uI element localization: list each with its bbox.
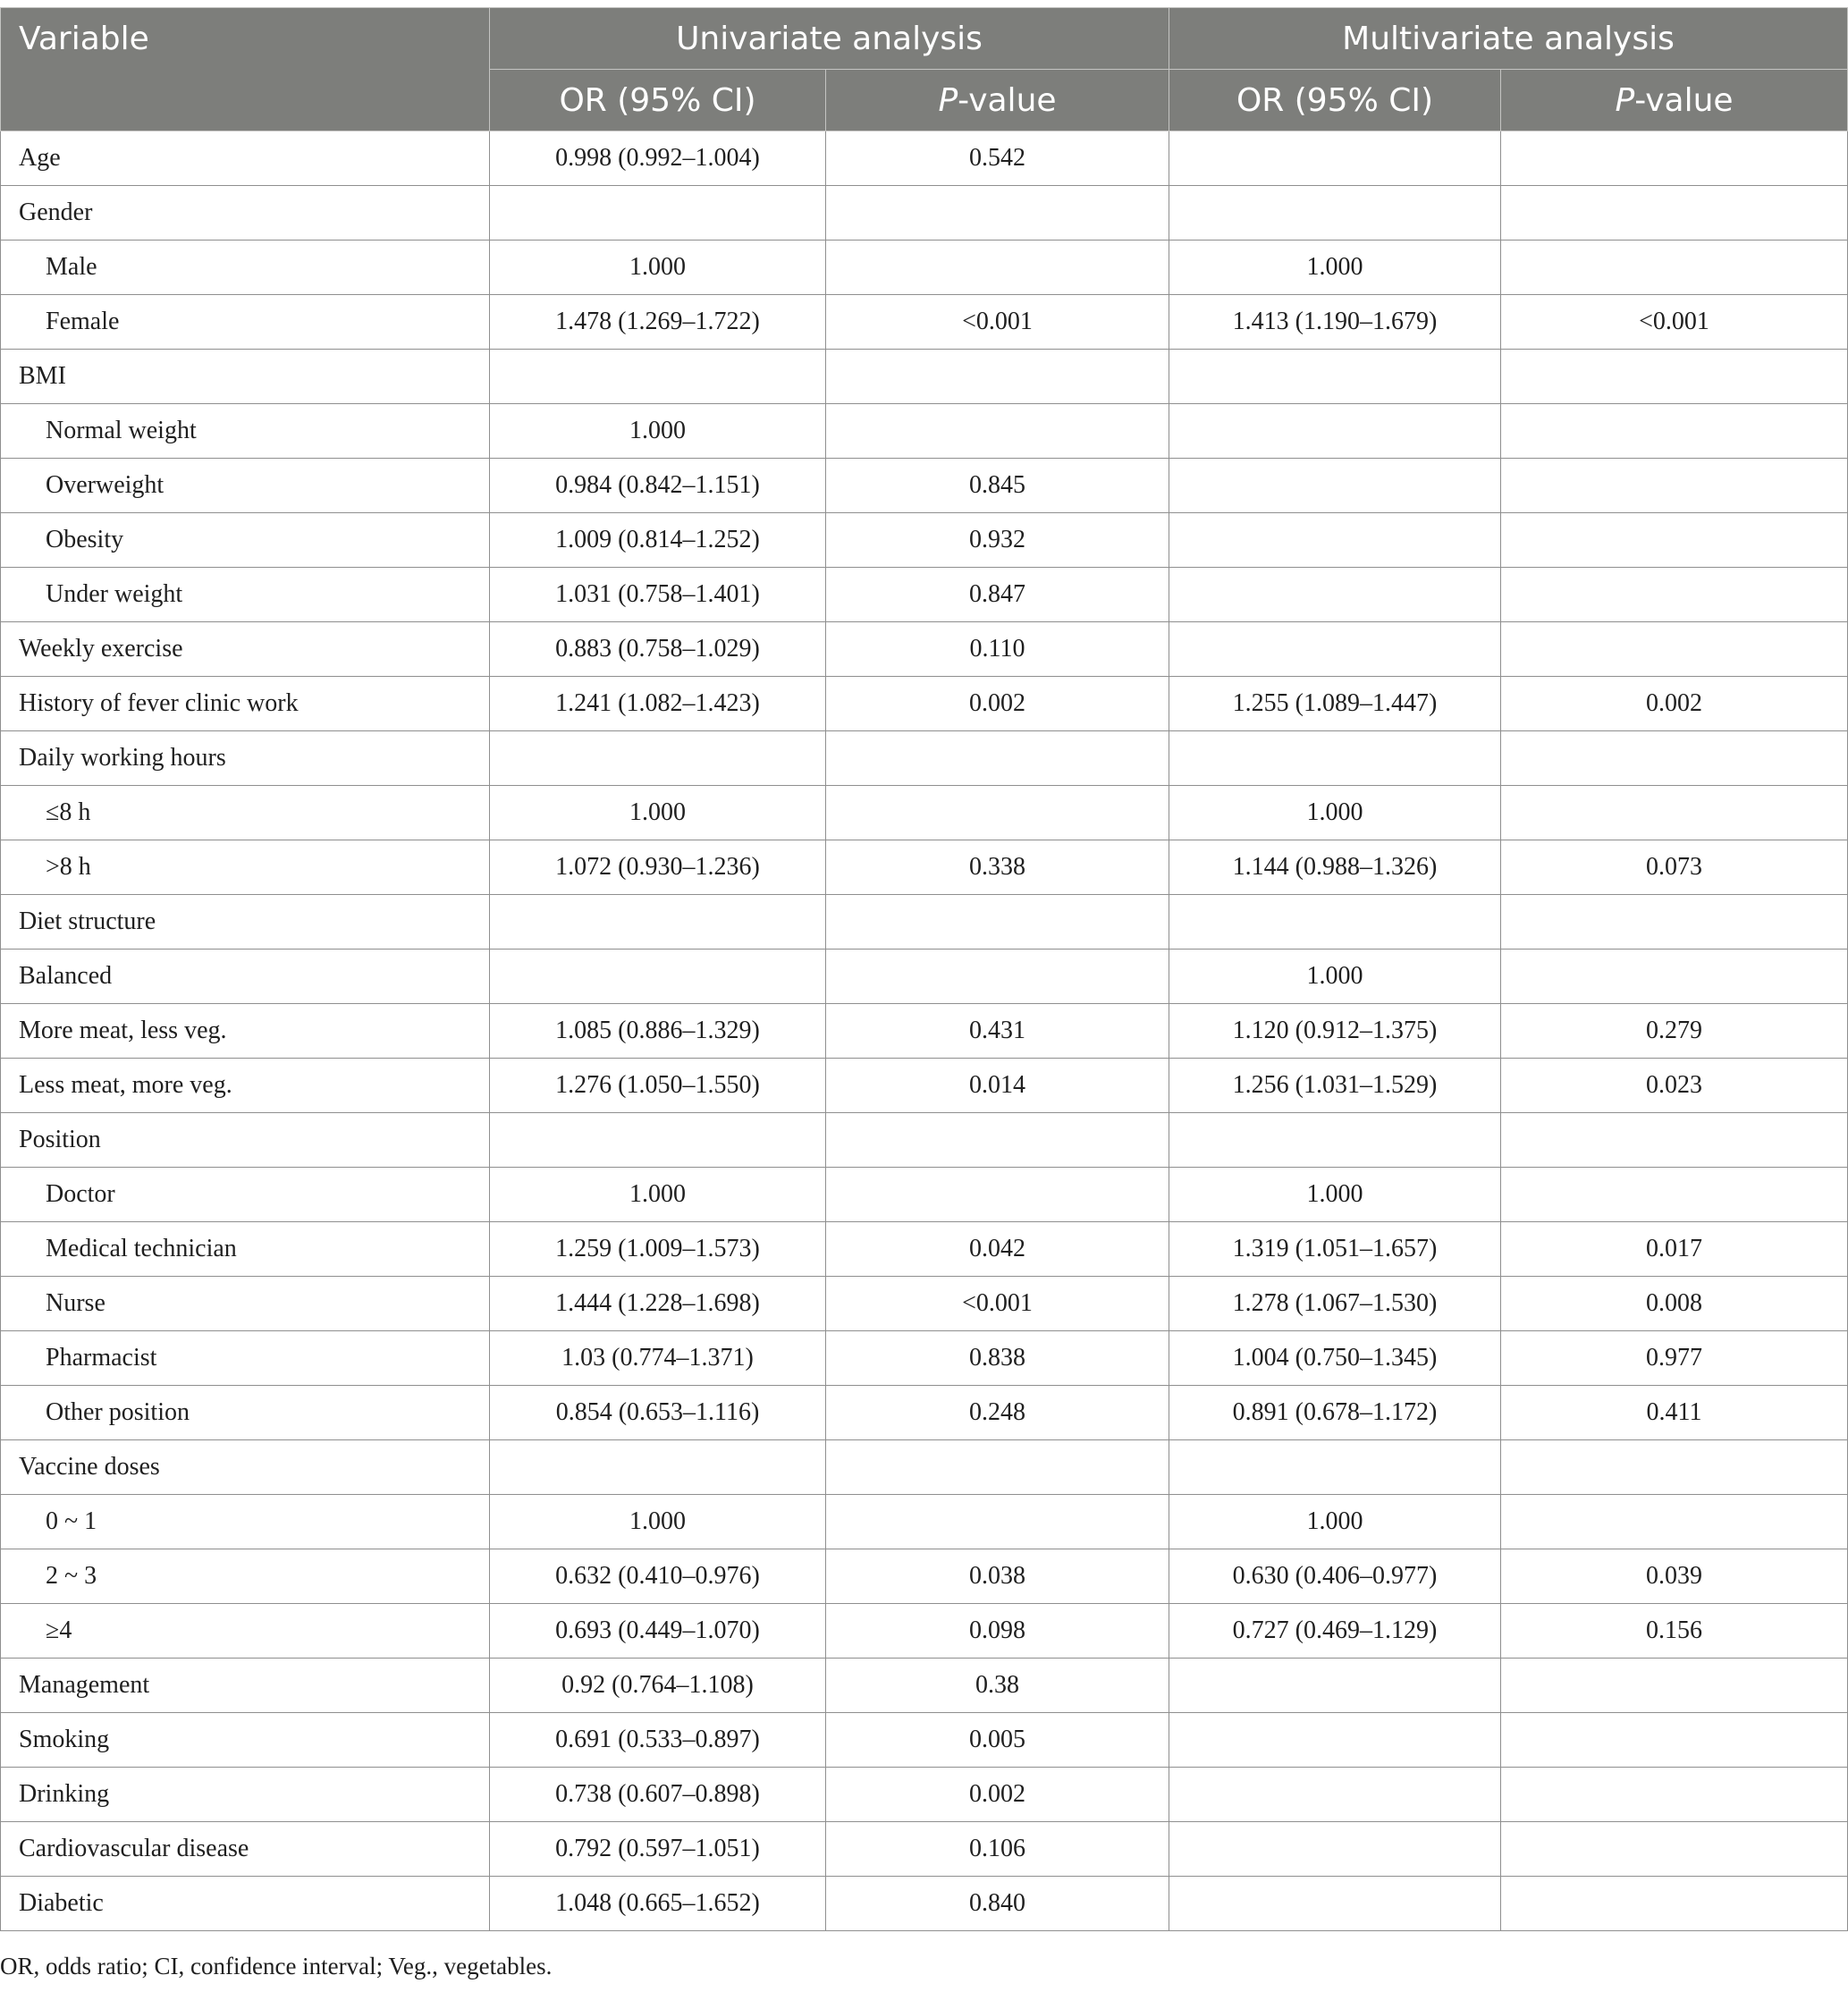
- uni-p-cell: 0.838: [826, 1331, 1169, 1386]
- multi-p-cell: 0.002: [1501, 677, 1848, 731]
- table-row: [1, 295, 1848, 350]
- var-cell: Management: [1, 1659, 490, 1713]
- uni-p-cell: 0.840: [826, 1877, 1169, 1931]
- table-row: [1, 1222, 1848, 1277]
- multi-p-cell: [1501, 1659, 1848, 1713]
- header-multi-p: [1501, 70, 1848, 131]
- multi-or-cell: [1169, 1659, 1501, 1713]
- multi-or-cell: 1.255 (1.089–1.447): [1169, 677, 1501, 731]
- uni-or-cell: 1.000: [490, 786, 826, 840]
- uni-or-cell: 1.444 (1.228–1.698): [490, 1277, 826, 1331]
- multi-p-cell: [1501, 459, 1848, 513]
- table-body: [1, 131, 1848, 1931]
- table-row: [1, 677, 1848, 731]
- var-cell: Balanced: [1, 950, 490, 1004]
- multi-or-cell: 1.000: [1169, 1168, 1501, 1222]
- var-cell: Age: [1, 131, 490, 186]
- header-multivariate: Multivariate analysis: [1169, 8, 1848, 70]
- var-cell: Less meat, more veg.: [1, 1059, 490, 1113]
- uni-p-cell: 0.110: [826, 622, 1169, 677]
- uni-or-cell: 1.009 (0.814–1.252): [490, 513, 826, 568]
- table-row: [1, 840, 1848, 895]
- multi-p-cell: 0.008: [1501, 1277, 1848, 1331]
- multi-p-cell: [1501, 1713, 1848, 1768]
- uni-or-cell: [490, 895, 826, 950]
- table-row: [1, 1277, 1848, 1331]
- var-cell: Smoking: [1, 1713, 490, 1768]
- uni-p-cell: [826, 731, 1169, 786]
- multi-or-cell: [1169, 131, 1501, 186]
- var-cell: Doctor: [1, 1168, 490, 1222]
- multi-p-cell: [1501, 241, 1848, 295]
- table-row: [1, 513, 1848, 568]
- table-row: [1, 131, 1848, 186]
- uni-p-cell: <0.001: [826, 1277, 1169, 1331]
- var-cell: Medical technician: [1, 1222, 490, 1277]
- multi-p-cell: [1501, 1495, 1848, 1549]
- multi-p-cell: [1501, 622, 1848, 677]
- table-row: [1, 1059, 1848, 1113]
- multi-p-cell: [1501, 131, 1848, 186]
- var-cell: Other position: [1, 1386, 490, 1440]
- var-cell: Under weight: [1, 568, 490, 622]
- multi-or-cell: 0.630 (0.406–0.977): [1169, 1549, 1501, 1604]
- multi-p-cell: [1501, 950, 1848, 1004]
- var-cell: ≥4: [1, 1604, 490, 1659]
- multi-p-cell: [1501, 1168, 1848, 1222]
- uni-or-cell: 0.854 (0.653–1.116): [490, 1386, 826, 1440]
- multi-p-cell: [1501, 350, 1848, 404]
- table-row: [1, 1168, 1848, 1222]
- multi-p-cell: [1501, 1822, 1848, 1877]
- var-cell: Position: [1, 1113, 490, 1168]
- multi-or-cell: [1169, 513, 1501, 568]
- var-cell: Daily working hours: [1, 731, 490, 786]
- table-row: [1, 622, 1848, 677]
- uni-p-cell: 0.847: [826, 568, 1169, 622]
- header-uni-or: OR (95% CI): [490, 70, 826, 131]
- uni-p-cell: 0.106: [826, 1822, 1169, 1877]
- uni-or-cell: [490, 1113, 826, 1168]
- table-row: [1, 1549, 1848, 1604]
- table-header: [1, 8, 1848, 131]
- var-cell: 0 ~ 1: [1, 1495, 490, 1549]
- header-multi-or: OR (95% CI): [1169, 70, 1501, 131]
- var-cell: Normal weight: [1, 404, 490, 459]
- multi-or-cell: [1169, 1440, 1501, 1495]
- uni-or-cell: [490, 950, 826, 1004]
- table-row: [1, 459, 1848, 513]
- multi-or-cell: 1.319 (1.051–1.657): [1169, 1222, 1501, 1277]
- var-cell: >8 h: [1, 840, 490, 895]
- table-row: [1, 1004, 1848, 1059]
- table-row: [1, 186, 1848, 241]
- table-row: [1, 1113, 1848, 1168]
- multi-or-cell: [1169, 404, 1501, 459]
- multi-or-cell: 1.413 (1.190–1.679): [1169, 295, 1501, 350]
- multi-p-cell: [1501, 895, 1848, 950]
- multi-or-cell: [1169, 895, 1501, 950]
- uni-p-cell: [826, 895, 1169, 950]
- header-p-italic: P: [938, 81, 958, 119]
- uni-p-cell: 0.248: [826, 1386, 1169, 1440]
- table-row: [1, 1877, 1848, 1931]
- multi-p-cell: [1501, 731, 1848, 786]
- uni-or-cell: [490, 731, 826, 786]
- uni-p-cell: 0.338: [826, 840, 1169, 895]
- uni-p-cell: 0.431: [826, 1004, 1169, 1059]
- table-row: [1, 1659, 1848, 1713]
- uni-or-cell: 1.000: [490, 1495, 826, 1549]
- table-row: [1, 404, 1848, 459]
- multi-or-cell: 1.000: [1169, 786, 1501, 840]
- uni-p-cell: 0.005: [826, 1713, 1169, 1768]
- multi-or-cell: [1169, 459, 1501, 513]
- multi-p-cell: 0.039: [1501, 1549, 1848, 1604]
- uni-p-cell: [826, 241, 1169, 295]
- uni-or-cell: [490, 1440, 826, 1495]
- uni-or-cell: 1.072 (0.930–1.236): [490, 840, 826, 895]
- uni-p-cell: [826, 950, 1169, 1004]
- uni-p-cell: [826, 186, 1169, 241]
- uni-or-cell: 1.048 (0.665–1.652): [490, 1877, 826, 1931]
- header-p-suffix: -value: [1634, 81, 1734, 119]
- table-row: [1, 950, 1848, 1004]
- multi-or-cell: [1169, 622, 1501, 677]
- var-cell: Cardiovascular disease: [1, 1822, 490, 1877]
- uni-p-cell: [826, 1113, 1169, 1168]
- multi-or-cell: 1.144 (0.988–1.326): [1169, 840, 1501, 895]
- uni-p-cell: 0.932: [826, 513, 1169, 568]
- uni-p-cell: 0.098: [826, 1604, 1169, 1659]
- table-row: [1, 568, 1848, 622]
- var-cell: Weekly exercise: [1, 622, 490, 677]
- uni-p-cell: 0.014: [826, 1059, 1169, 1113]
- uni-or-cell: 1.000: [490, 1168, 826, 1222]
- multi-p-cell: 0.073: [1501, 840, 1848, 895]
- multi-p-cell: 0.279: [1501, 1004, 1848, 1059]
- multi-p-cell: [1501, 404, 1848, 459]
- table-row: [1, 895, 1848, 950]
- var-cell: Diet structure: [1, 895, 490, 950]
- multi-or-cell: 1.000: [1169, 1495, 1501, 1549]
- multi-p-cell: [1501, 1768, 1848, 1822]
- uni-or-cell: 1.259 (1.009–1.573): [490, 1222, 826, 1277]
- uni-or-cell: 0.632 (0.410–0.976): [490, 1549, 826, 1604]
- multi-p-cell: [1501, 568, 1848, 622]
- multi-or-cell: 0.727 (0.469–1.129): [1169, 1604, 1501, 1659]
- uni-or-cell: 0.693 (0.449–1.070): [490, 1604, 826, 1659]
- uni-p-cell: 0.038: [826, 1549, 1169, 1604]
- header-p-italic: P: [1615, 81, 1635, 119]
- multi-p-cell: [1501, 1440, 1848, 1495]
- uni-or-cell: 1.241 (1.082–1.423): [490, 677, 826, 731]
- table-row: [1, 1386, 1848, 1440]
- multi-or-cell: 1.278 (1.067–1.530): [1169, 1277, 1501, 1331]
- var-cell: Obesity: [1, 513, 490, 568]
- uni-p-cell: [826, 1495, 1169, 1549]
- multi-p-cell: [1501, 186, 1848, 241]
- uni-p-cell: 0.38: [826, 1659, 1169, 1713]
- var-cell: Vaccine doses: [1, 1440, 490, 1495]
- header-p-suffix: -value: [958, 81, 1057, 119]
- table-row: [1, 1822, 1848, 1877]
- uni-or-cell: 0.691 (0.533–0.897): [490, 1713, 826, 1768]
- multi-p-cell: 0.017: [1501, 1222, 1848, 1277]
- var-cell: Drinking: [1, 1768, 490, 1822]
- multi-p-cell: [1501, 1113, 1848, 1168]
- table-row: [1, 1440, 1848, 1495]
- uni-p-cell: [826, 786, 1169, 840]
- var-cell: History of fever clinic work: [1, 677, 490, 731]
- multi-or-cell: 1.120 (0.912–1.375): [1169, 1004, 1501, 1059]
- multi-or-cell: [1169, 1768, 1501, 1822]
- multi-or-cell: [1169, 1877, 1501, 1931]
- uni-or-cell: [490, 186, 826, 241]
- uni-or-cell: 0.998 (0.992–1.004): [490, 131, 826, 186]
- multi-or-cell: 1.000: [1169, 950, 1501, 1004]
- var-cell: Overweight: [1, 459, 490, 513]
- header-uni-p: [826, 70, 1169, 131]
- uni-p-cell: [826, 1440, 1169, 1495]
- multi-p-cell: <0.001: [1501, 295, 1848, 350]
- multi-or-cell: [1169, 731, 1501, 786]
- table-row: [1, 786, 1848, 840]
- table-row: [1, 1495, 1848, 1549]
- uni-p-cell: [826, 404, 1169, 459]
- var-cell: Nurse: [1, 1277, 490, 1331]
- multi-p-cell: 0.156: [1501, 1604, 1848, 1659]
- uni-p-cell: 0.002: [826, 1768, 1169, 1822]
- multi-or-cell: 1.256 (1.031–1.529): [1169, 1059, 1501, 1113]
- var-cell: 2 ~ 3: [1, 1549, 490, 1604]
- table-row: [1, 350, 1848, 404]
- uni-or-cell: 1.085 (0.886–1.329): [490, 1004, 826, 1059]
- multi-or-cell: [1169, 350, 1501, 404]
- multi-or-cell: [1169, 1713, 1501, 1768]
- uni-or-cell: 1.031 (0.758–1.401): [490, 568, 826, 622]
- var-cell: BMI: [1, 350, 490, 404]
- uni-p-cell: 0.542: [826, 131, 1169, 186]
- multi-or-cell: 0.891 (0.678–1.172): [1169, 1386, 1501, 1440]
- table-footnote: OR, odds ratio; CI, confidence interval; Veg., vegetables.: [0, 1953, 553, 1979]
- uni-p-cell: [826, 350, 1169, 404]
- multi-or-cell: 1.000: [1169, 241, 1501, 295]
- uni-or-cell: 1.478 (1.269–1.722): [490, 295, 826, 350]
- multi-p-cell: 0.411: [1501, 1386, 1848, 1440]
- var-cell: Gender: [1, 186, 490, 241]
- multi-or-cell: [1169, 186, 1501, 241]
- multi-or-cell: [1169, 1113, 1501, 1168]
- multi-p-cell: [1501, 1877, 1848, 1931]
- header-univariate: Univariate analysis: [490, 8, 1169, 70]
- table-row: [1, 731, 1848, 786]
- multi-or-cell: 1.004 (0.750–1.345): [1169, 1331, 1501, 1386]
- table-row: [1, 1768, 1848, 1822]
- var-cell: Pharmacist: [1, 1331, 490, 1386]
- uni-or-cell: 0.738 (0.607–0.898): [490, 1768, 826, 1822]
- table-row: [1, 241, 1848, 295]
- uni-p-cell: 0.845: [826, 459, 1169, 513]
- uni-p-cell: [826, 1168, 1169, 1222]
- uni-or-cell: 1.276 (1.050–1.550): [490, 1059, 826, 1113]
- multi-or-cell: [1169, 1822, 1501, 1877]
- multi-or-cell: [1169, 568, 1501, 622]
- multi-p-cell: 0.977: [1501, 1331, 1848, 1386]
- regression-table: [0, 7, 1848, 1931]
- uni-or-cell: 1.03 (0.774–1.371): [490, 1331, 826, 1386]
- table-row: [1, 1604, 1848, 1659]
- uni-or-cell: 1.000: [490, 404, 826, 459]
- uni-or-cell: [490, 350, 826, 404]
- uni-p-cell: 0.002: [826, 677, 1169, 731]
- uni-or-cell: 0.984 (0.842–1.151): [490, 459, 826, 513]
- var-cell: Diabetic: [1, 1877, 490, 1931]
- table-row: [1, 1331, 1848, 1386]
- table-row: [1, 1713, 1848, 1768]
- uni-or-cell: 0.883 (0.758–1.029): [490, 622, 826, 677]
- uni-or-cell: 1.000: [490, 241, 826, 295]
- header-variable: Variable: [1, 8, 490, 131]
- var-cell: ≤8 h: [1, 786, 490, 840]
- uni-or-cell: 0.92 (0.764–1.108): [490, 1659, 826, 1713]
- multi-p-cell: 0.023: [1501, 1059, 1848, 1113]
- uni-p-cell: 0.042: [826, 1222, 1169, 1277]
- var-cell: Male: [1, 241, 490, 295]
- uni-or-cell: 0.792 (0.597–1.051): [490, 1822, 826, 1877]
- multi-p-cell: [1501, 513, 1848, 568]
- var-cell: Female: [1, 295, 490, 350]
- var-cell: More meat, less veg.: [1, 1004, 490, 1059]
- multi-p-cell: [1501, 786, 1848, 840]
- uni-p-cell: <0.001: [826, 295, 1169, 350]
